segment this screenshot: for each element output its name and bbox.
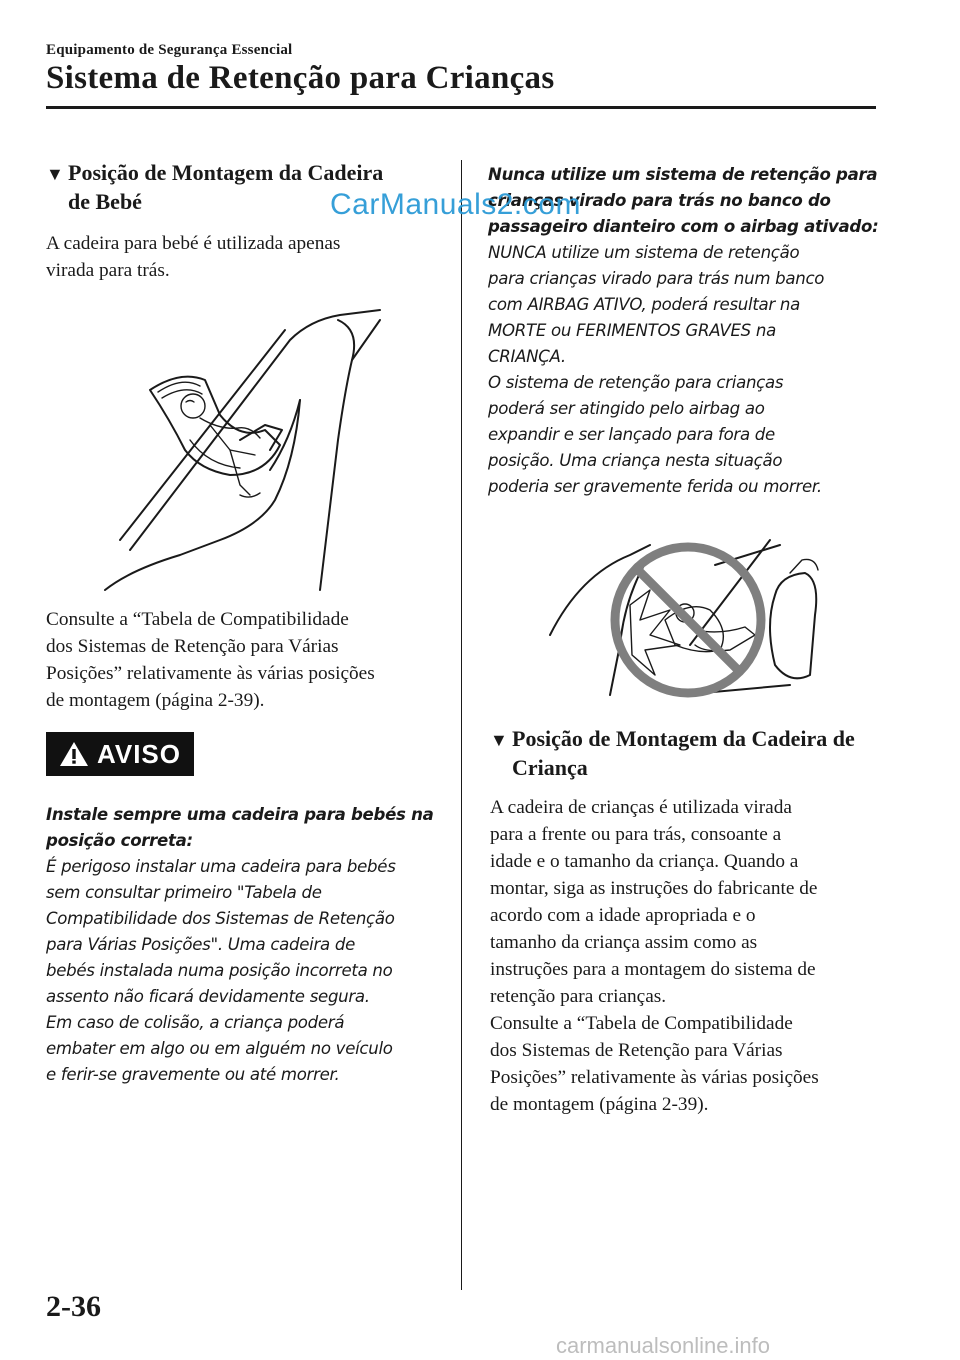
warning-line: MORTE ou FERIMENTOS GRAVES na <box>488 321 776 340</box>
text-line: virada para trás. <box>46 260 170 281</box>
warning-line: para crianças virado para trás num banco <box>488 269 825 288</box>
warning-line: Em caso de colisão, a criança poderá <box>46 1013 345 1032</box>
heading-infant-line1: Posição de Montagem da Cadeira <box>68 160 384 185</box>
text-line: A cadeira para bebé é utilizada apenas <box>46 233 341 254</box>
text-line: tamanho da criança assim como as <box>490 932 758 953</box>
warning-bold-line: passageiro dianteiro com o airbag ativado: <box>488 217 879 236</box>
text-line: Consulte a “Tabela de Compatibilidade <box>490 1013 793 1034</box>
text-line: Consulte a “Tabela de Compatibilidade <box>46 609 349 630</box>
warning-line: poderá ser atingido pelo airbag ao <box>488 399 765 418</box>
warning-line: posição. Uma criança nesta situação <box>488 451 783 470</box>
warning-line: CRIANÇA. <box>488 347 566 366</box>
footer-watermark: carmanualsonline.info <box>556 1333 771 1358</box>
column-divider <box>461 160 462 1290</box>
text-line: acordo com a idade apropriada e o <box>490 905 756 926</box>
text-line: retenção para crianças. <box>490 986 667 1007</box>
heading-child-line1: Posição de Montagem da Cadeira de <box>512 726 855 751</box>
warning-bold-line: Nunca utilize um sistema de retenção para <box>488 165 878 184</box>
warning-bold-line: crianças virado para trás no banco do <box>488 191 831 210</box>
text-line: dos Sistemas de Retenção para Várias <box>46 636 339 657</box>
warning-bold-line: posição correta: <box>46 831 193 850</box>
text-line: para a frente ou para trás, consoante a <box>490 824 782 845</box>
heading-child-seat <box>490 724 890 782</box>
child-seat-body <box>490 794 890 1118</box>
airbag-prohibited-illustration <box>540 535 830 705</box>
warning-line: expandir e ser lançado para fora de <box>488 425 775 444</box>
title-rule <box>46 106 876 109</box>
infant-intro <box>46 230 446 284</box>
infant-seat-illustration <box>90 300 400 600</box>
warning-line: NUNCA utilize um sistema de retenção <box>488 243 800 262</box>
infant-warning <box>46 802 456 1088</box>
watermark: CarManuals2.com <box>330 188 581 221</box>
warning-label: AVISO <box>97 738 181 769</box>
warning-line: assento não ficará devidamente segura. <box>46 987 370 1006</box>
warning-badge <box>46 732 194 776</box>
warning-line: para Várias Posições". Uma cadeira de <box>46 935 355 954</box>
triangle-down-icon: ▼ <box>46 164 64 184</box>
triangle-down-icon: ▼ <box>490 730 508 750</box>
text-line: montar, siga as instruções do fabricante de <box>490 878 818 899</box>
text-line: instruções para a montagem do sistema de <box>490 959 816 980</box>
text-line: de montagem (página 2-39). <box>490 1094 709 1115</box>
warning-line: sem consultar primeiro "Tabela de <box>46 883 322 902</box>
heading-child-line2: Criança <box>512 755 588 780</box>
text-line: idade e o tamanho da criança. Quando a <box>490 851 799 872</box>
warning-line: Compatibilidade dos Sistemas de Retenção <box>46 909 395 928</box>
warning-triangle-icon <box>59 741 89 767</box>
text-line: Posições” relativamente às várias posições <box>46 663 375 684</box>
heading-infant-line2: de Bebé <box>68 189 142 214</box>
section-label: Equipamento de Segurança Essencial <box>46 42 293 58</box>
warning-line: com AIRBAG ATIVO, poderá resultar na <box>488 295 800 314</box>
warning-bold-line: Instale sempre uma cadeira para bebés na <box>46 805 434 824</box>
infant-reference <box>46 606 456 714</box>
warning-line: poderia ser gravemente ferida ou morrer. <box>488 477 822 496</box>
text-line: dos Sistemas de Retenção para Várias <box>490 1040 783 1061</box>
page-number: 2-36 <box>46 1290 101 1323</box>
warning-line: embater em algo ou em alguém no veículo <box>46 1039 393 1058</box>
text-line: A cadeira de crianças é utilizada virada <box>490 797 792 818</box>
warning-line: e ferir-se gravemente ou até morrer. <box>46 1065 340 1084</box>
warning-line: É perigoso instalar uma cadeira para bebés <box>46 857 396 876</box>
warning-line: O sistema de retenção para crianças <box>488 373 784 392</box>
page-title: Sistema de Retenção para Crianças <box>46 60 555 96</box>
warning-line: bebés instalada numa posição incorreta no <box>46 961 393 980</box>
text-line: Posições” relativamente às várias posições <box>490 1067 819 1088</box>
text-line: de montagem (página 2-39). <box>46 690 265 711</box>
